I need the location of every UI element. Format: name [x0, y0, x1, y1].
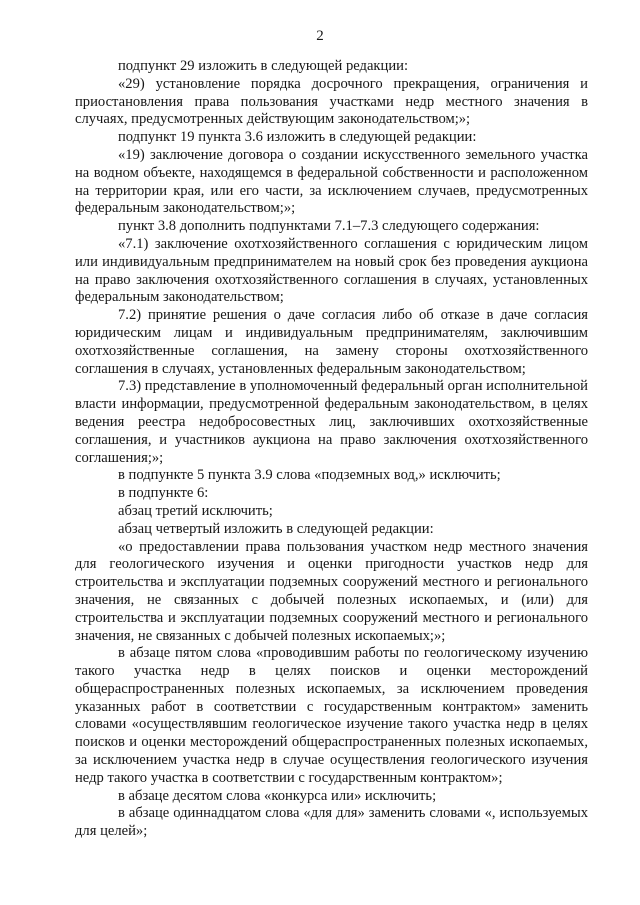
document-body — [75, 58, 588, 841]
paragraph-12: абзац четвертый изложить в следующей редакции: — [118, 520, 434, 537]
paragraph-10: в подпункте 6: — [118, 485, 209, 502]
paragraph-7: 7.2) принятие решения о даче согласия либо об отказе в даче согласия юридическим лицам и индивидуальным предпринимателям, заключившим охотхозяйственные соглашения, на замену стороны охотхозяйственного соглашения в случаях, установленных федеральным законодательством; — [75, 307, 588, 377]
paragraph-4: «19) заключение договора о создании искусственного земельного участка на водном объекте, находящемся в федеральной собственности и расположенном на территории края, или его части, за исключением случаев, предусмотренных федеральным законодательством;»; — [75, 146, 588, 217]
paragraph-14: в абзаце пятом слова «проводившим работы по геологическому изучению такого участка недр в целях поисков и оценки месторождений общераспространенных полезных ископаемых, за исключением проведения указанных работ в соответствии с государственным контрактом» заменить словами «осуществлявшим геологическое изучение такого участка недр в целях поисков и оценки месторождений общераспространенных полезных ископаемых, за исключением участка недр в случае осуществления геологического изучения недр такого участка в соответствии с государственным контрактом»; — [75, 645, 588, 786]
paragraph-16: в абзаце одиннадцатом слова «для для» заменить словами «, используемых для целей»; — [75, 805, 588, 840]
paragraph-1: подпункт 29 изложить в следующей редакции: — [118, 58, 409, 74]
paragraph-11: абзац третий исключить; — [118, 502, 273, 519]
page-number: 2 — [316, 28, 324, 44]
paragraph-8: 7.3) представление в уполномоченный федеральный орган исполнительной власти информации, предусмотренной федеральным законодательством, в целях ведения реестра недобросовестных лиц, заключивших охотхозяйственные соглашения, и участников аукциона на право заключения охотхозяйственного соглашения;»; — [75, 378, 588, 466]
paragraph-13: «о предоставлении права пользования участком недр местного значения для геологического изучения и оценки пригодности участков недр для строительства и эксплуатации подземных сооружений местного и регионального значения, не связанных с добычей полезных ископаемых, и (или) для строительства и эксплуатации подземных сооружений местного и регионального значения, не связанных с добычей полезных ископаемых;»; — [75, 538, 588, 644]
paragraph-15: в абзаце десятом слова «конкурса или» исключить; — [118, 787, 437, 804]
paragraph-5: пункт 3.8 дополнить подпунктами 7.1–7.3 следующего содержания: — [118, 218, 540, 235]
paragraph-9: в подпункте 5 пункта 3.9 слова «подземных вод,» исключить; — [118, 467, 501, 484]
paragraph-6: «7.1) заключение охотхозяйственного соглашения с юридическим лицом или индивидуальным предпринимателем на новый срок без проведения аукциона на право заключения охотхозяйственного соглашения в случаях, установленных федеральным законодательством; — [75, 235, 588, 306]
paragraph-2: «29) установление порядка досрочного прекращения, ограничения и приостановления права пользования участками недр местного значения в случаях, предусмотренных действующим законодательством;»; — [75, 75, 588, 128]
paragraph-3: подпункт 19 пункта 3.6 изложить в следующей редакции: — [118, 129, 477, 146]
